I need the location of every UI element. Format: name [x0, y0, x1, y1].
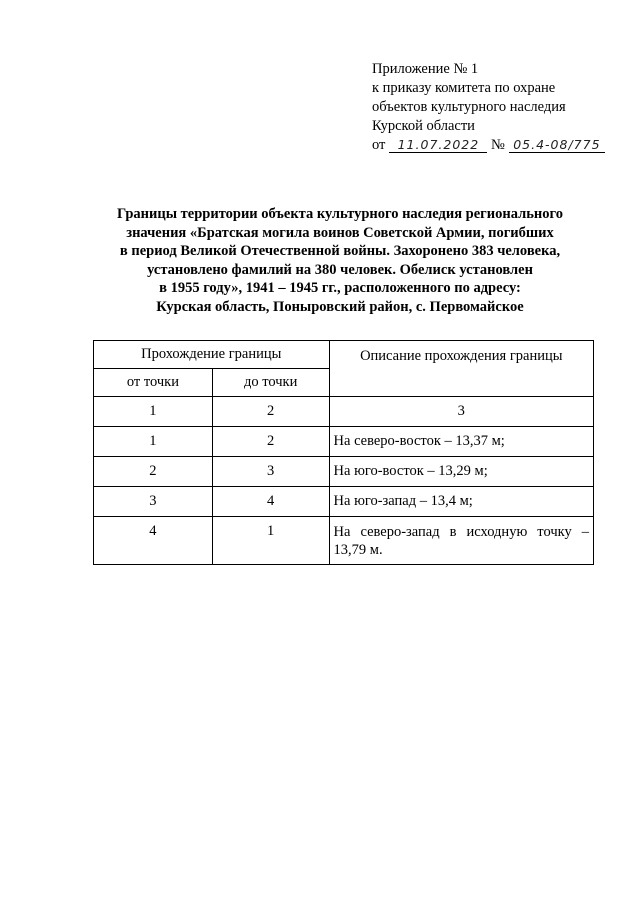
description-cell: На северо-восток – 13,37 м;	[329, 427, 593, 457]
to-point-cell: 1	[212, 517, 329, 565]
header-to-point: до точки	[212, 369, 329, 397]
title-line: в 1955 году», 1941 – 1945 гг., расположенного по адресу:	[159, 280, 521, 296]
title-line: значения «Братская могила воинов Советской Армии, погибших	[126, 224, 554, 241]
appendix-title: Приложение № 1	[372, 61, 479, 77]
description-cell: На юго-запад – 13,4 м;	[329, 487, 593, 517]
column-number: 3	[329, 397, 593, 427]
title-line: установлено фамилий на 380 человек. Обелиск установлен	[147, 261, 533, 278]
to-point-cell: 3	[212, 457, 329, 487]
to-point-cell: 2	[212, 427, 329, 457]
column-number: 1	[94, 397, 213, 427]
number-label: №	[491, 137, 505, 153]
appendix-order-line: к приказу комитета по охране	[372, 80, 556, 96]
from-point-cell: 3	[94, 487, 213, 517]
title-line: Границы территории объекта культурного наследия регионального	[117, 206, 563, 222]
table-header-row	[94, 341, 594, 369]
appendix-block	[372, 60, 605, 155]
header-boundary-description: Описание прохождения границы	[329, 341, 593, 397]
table-row	[94, 517, 594, 565]
document-title	[90, 205, 590, 316]
appendix-date-number-line	[372, 136, 605, 155]
from-point-cell: 1	[94, 427, 213, 457]
to-point-cell: 4	[212, 487, 329, 517]
header-from-point: от точки	[94, 369, 213, 397]
order-number: 05.4-08/775	[509, 137, 605, 153]
header-boundary-passage: Прохождение границы	[94, 341, 330, 369]
appendix-region-line: Курской области	[372, 118, 475, 134]
from-point-cell: 4	[94, 517, 213, 565]
appendix-committee-line: объектов культурного наследия	[372, 99, 566, 115]
title-line: в период Великой Отечественной войны. Захоронено 383 человека,	[119, 243, 561, 259]
description-cell: На северо-запад в исходную точку – 13,79 м.	[329, 517, 593, 565]
table-row	[94, 457, 594, 487]
description-cell: На юго-восток – 13,29 м;	[329, 457, 593, 487]
from-label: от	[372, 137, 386, 153]
column-number-row	[94, 397, 594, 427]
column-number: 2	[212, 397, 329, 427]
title-line: Курская область, Поныровский район, с. Первомайское	[156, 298, 524, 315]
boundary-table	[93, 340, 594, 565]
table-row	[94, 427, 594, 457]
table-row	[94, 487, 594, 517]
from-point-cell: 2	[94, 457, 213, 487]
order-date: 11.07.2022	[389, 137, 487, 153]
